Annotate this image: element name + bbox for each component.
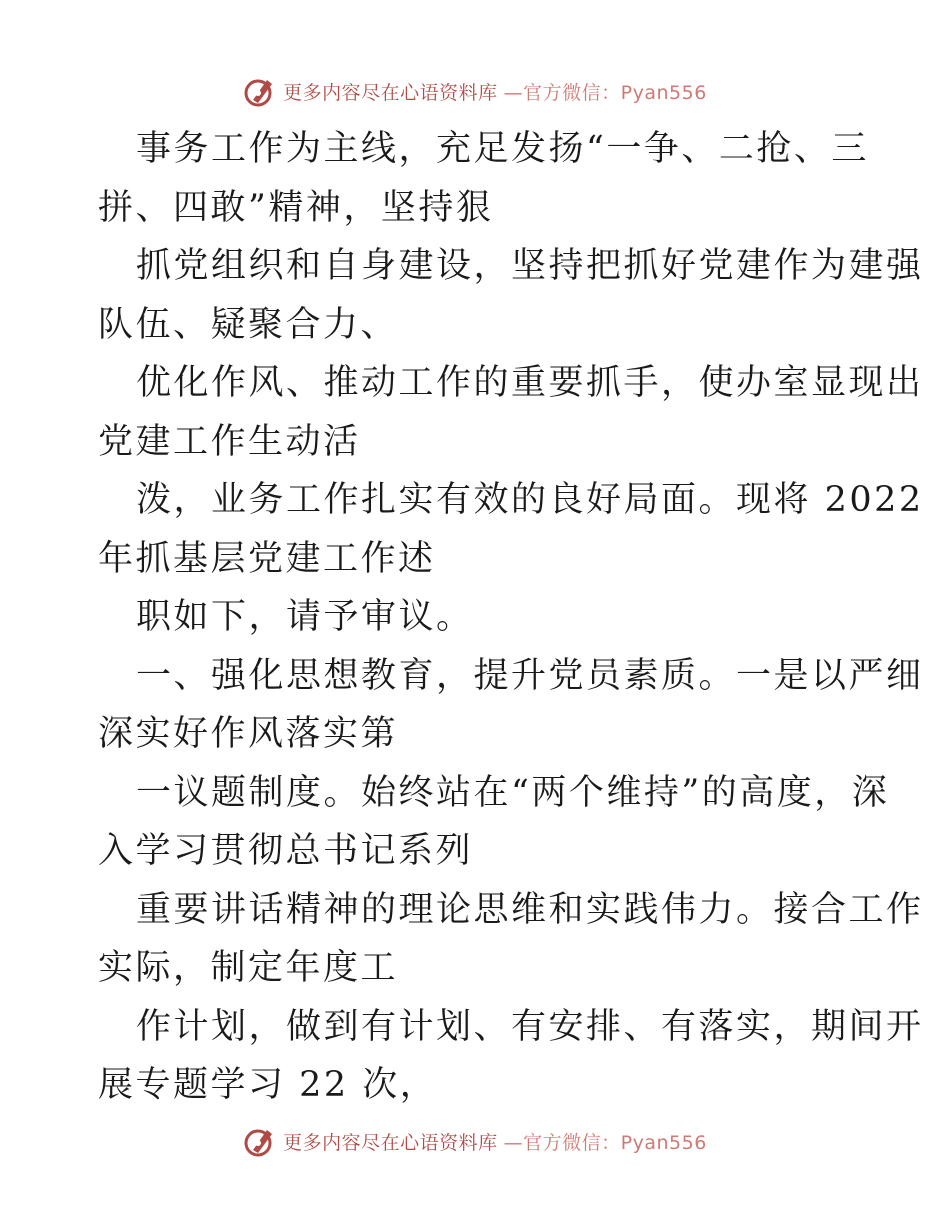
paragraph-continuation-line: 展专题学习 22 次， [98, 1065, 438, 1105]
paragraph [98, 998, 924, 1115]
paragraph [98, 471, 924, 588]
pen-nib-logo-icon [243, 1124, 277, 1158]
paragraph-continuation-line: 队伍、疑聚合力、 [98, 304, 399, 345]
paragraph-continuation-line: 年抓基层党建工作述 [98, 538, 436, 579]
paragraph-continuation-line: 深实好作风落实第 [98, 714, 399, 754]
header-watermark [0, 74, 950, 108]
watermark-main-text: 更多内容尽在心语资料库 [283, 81, 498, 104]
paragraph [98, 237, 924, 354]
paragraph-first-line: 优化作风、推动工作的重要抓手，使办室显现出 [136, 363, 924, 403]
watermark-contact-text: —官方微信：Pyan556 [503, 1131, 707, 1154]
watermark-main-text: 更多内容尽在心语资料库 [283, 1131, 498, 1154]
paragraph [98, 588, 858, 647]
document-body [98, 120, 924, 1115]
paragraph-first-line: 重要讲话精神的理论思维和实践伟力。接合工作 [136, 889, 924, 930]
pen-nib-logo-icon [243, 74, 277, 108]
paragraph-first-line: 事务工作为主线，充足发扬“一争、二抢、三 [136, 129, 869, 169]
paragraph [98, 764, 890, 881]
paragraph [98, 120, 869, 237]
paragraph-first-line: 一议题制度。始终站在“两个维持”的高度，深 [136, 772, 890, 813]
paragraph-first-line: 职如下，请予审议。 [136, 597, 474, 637]
paragraph [98, 881, 924, 998]
watermark-contact-text: —官方微信：Pyan556 [503, 81, 707, 104]
paragraph-first-line: 抓党组织和自身建设，坚持把抓好党建作为建强 [136, 246, 924, 286]
footer-watermark [0, 1124, 950, 1158]
paragraph-first-line: 泼，业务工作扎实有效的良好局面。现将 2022 [136, 480, 924, 520]
paragraph-continuation-line: 入学习贯彻总书记系列 [98, 831, 474, 871]
paragraph-continuation-line: 党建工作生动活 [98, 421, 361, 462]
paragraph-continuation-line: 实际，制定年度工 [98, 948, 399, 988]
paragraph-first-line: 作计划，做到有计划、有安排、有落实，期间开 [136, 1006, 924, 1047]
paragraph-first-line: 一、强化思想教育，提升党员素质。一是以严细 [136, 655, 924, 696]
paragraph [98, 354, 924, 471]
paragraph [98, 647, 924, 764]
paragraph-continuation-line: 拼、四敢”精神，坚持狠 [98, 187, 494, 228]
